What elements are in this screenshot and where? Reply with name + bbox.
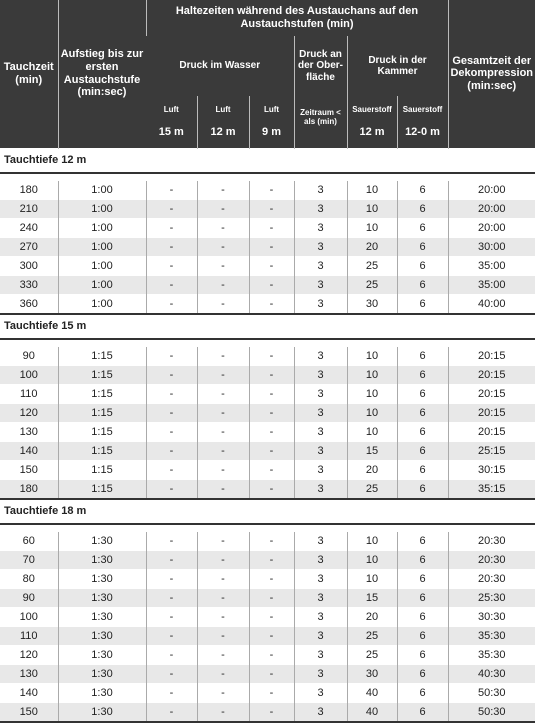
- table-cell: 25: [347, 479, 397, 499]
- table-cell: 20: [347, 237, 397, 256]
- table-cell: -: [249, 531, 294, 550]
- table-cell: -: [249, 550, 294, 569]
- table-cell: 1:15: [58, 403, 146, 422]
- table-cell: 6: [397, 256, 448, 275]
- table-cell: -: [146, 626, 197, 645]
- table-cell: 25: [347, 256, 397, 275]
- table-cell: 25: [347, 645, 397, 664]
- table-cell: -: [146, 664, 197, 683]
- table-cell: -: [146, 180, 197, 199]
- table-cell: 3: [294, 237, 347, 256]
- table-cell: 130: [0, 664, 58, 683]
- table-cell: -: [249, 346, 294, 365]
- table-cell: 3: [294, 531, 347, 550]
- table-cell: 6: [397, 460, 448, 479]
- table-cell: 1:30: [58, 607, 146, 626]
- table-cell: 270: [0, 237, 58, 256]
- table-cell: 15: [347, 441, 397, 460]
- header-stop-times: Haltezeiten während des Austauchans auf den Austauchstufen (min): [146, 0, 448, 36]
- table-cell: 3: [294, 218, 347, 237]
- table-cell: 1:00: [58, 237, 146, 256]
- table-cell: 1:15: [58, 441, 146, 460]
- table-row: [0, 422, 535, 441]
- table-cell: -: [146, 460, 197, 479]
- header-dive-time: Tauchzeit (min): [0, 0, 58, 148]
- table-cell: -: [146, 294, 197, 314]
- table-cell: 20:15: [448, 422, 535, 441]
- table-cell: 1:30: [58, 569, 146, 588]
- table-cell: 6: [397, 365, 448, 384]
- table-cell: -: [197, 588, 249, 607]
- table-cell: -: [197, 237, 249, 256]
- table-cell: -: [146, 384, 197, 403]
- table-cell: -: [197, 365, 249, 384]
- table-cell: 20:00: [448, 218, 535, 237]
- table-cell: 80: [0, 569, 58, 588]
- table-cell: 25:30: [448, 588, 535, 607]
- header-pressure-surface: Druck an der Ober-fläche: [294, 36, 347, 96]
- table-cell: 20:15: [448, 384, 535, 403]
- table-cell: 10: [347, 384, 397, 403]
- table-cell: -: [197, 550, 249, 569]
- table-cell: 20:15: [448, 403, 535, 422]
- table-cell: 6: [397, 403, 448, 422]
- table-cell: -: [249, 588, 294, 607]
- table-cell: 40:00: [448, 294, 535, 314]
- header-oxygen-12: Sauerstoff 12 m: [347, 96, 397, 148]
- table-cell: 25:15: [448, 441, 535, 460]
- table-cell: 3: [294, 550, 347, 569]
- table-cell: 3: [294, 199, 347, 218]
- table-cell: 3: [294, 256, 347, 275]
- table-cell: 6: [397, 180, 448, 199]
- table-cell: -: [197, 531, 249, 550]
- table-cell: -: [146, 550, 197, 569]
- table-cell: 1:30: [58, 683, 146, 702]
- table-cell: 6: [397, 664, 448, 683]
- table-cell: -: [249, 384, 294, 403]
- table-cell: -: [197, 256, 249, 275]
- table-cell: -: [146, 645, 197, 664]
- table-cell: 1:30: [58, 702, 146, 722]
- table-cell: -: [197, 460, 249, 479]
- table-cell: 6: [397, 422, 448, 441]
- spacer-cell: [0, 173, 535, 181]
- table-cell: 30:00: [448, 237, 535, 256]
- table-cell: -: [197, 607, 249, 626]
- table-cell: 6: [397, 588, 448, 607]
- table-cell: 10: [347, 550, 397, 569]
- table-row: [0, 569, 535, 588]
- table-cell: -: [146, 702, 197, 722]
- table-cell: 3: [294, 588, 347, 607]
- table-cell: -: [249, 607, 294, 626]
- table-cell: -: [146, 199, 197, 218]
- table-cell: 6: [397, 607, 448, 626]
- table-cell: 150: [0, 460, 58, 479]
- table-cell: -: [249, 569, 294, 588]
- table-cell: 15: [347, 588, 397, 607]
- table-cell: -: [146, 403, 197, 422]
- table-cell: 3: [294, 384, 347, 403]
- section-title: Tauchtiefe 12 m: [0, 148, 535, 173]
- table-cell: 20:30: [448, 550, 535, 569]
- table-cell: 30:30: [448, 607, 535, 626]
- table-cell: 100: [0, 607, 58, 626]
- table-row: [0, 218, 535, 237]
- table-cell: 6: [397, 346, 448, 365]
- table-cell: 10: [347, 365, 397, 384]
- table-cell: 30: [347, 664, 397, 683]
- table-cell: 20: [347, 607, 397, 626]
- table-cell: 1:30: [58, 664, 146, 683]
- table-cell: 6: [397, 531, 448, 550]
- table-cell: 1:30: [58, 626, 146, 645]
- table-cell: 35:00: [448, 275, 535, 294]
- table-cell: -: [249, 180, 294, 199]
- table-cell: 35:00: [448, 256, 535, 275]
- table-cell: -: [146, 346, 197, 365]
- table-cell: -: [197, 199, 249, 218]
- table-cell: 1:15: [58, 479, 146, 499]
- table-cell: -: [249, 683, 294, 702]
- header-period: Zeitraum < als (min): [294, 96, 347, 148]
- table-cell: 3: [294, 275, 347, 294]
- table-row: [0, 441, 535, 460]
- section-spacer: [0, 339, 535, 347]
- table-cell: -: [249, 664, 294, 683]
- table-row: [0, 607, 535, 626]
- table-cell: 3: [294, 569, 347, 588]
- table-cell: 6: [397, 550, 448, 569]
- table-cell: 1:15: [58, 346, 146, 365]
- table-cell: -: [249, 441, 294, 460]
- table-cell: -: [146, 607, 197, 626]
- section-spacer: [0, 173, 535, 181]
- table-cell: -: [146, 422, 197, 441]
- header-total-time: Gesamtzeit der Dekompression (min:sec): [448, 0, 535, 148]
- table-cell: 10: [347, 422, 397, 441]
- table-cell: 10: [347, 180, 397, 199]
- table-cell: 1:00: [58, 275, 146, 294]
- table-row: [0, 256, 535, 275]
- table-cell: 20:15: [448, 346, 535, 365]
- table-cell: 6: [397, 645, 448, 664]
- header-oxygen-12-0: Sauerstoff 12-0 m: [397, 96, 448, 148]
- table-cell: -: [197, 683, 249, 702]
- table-cell: 10: [347, 199, 397, 218]
- table-cell: 3: [294, 422, 347, 441]
- table-cell: 6: [397, 479, 448, 499]
- table-cell: -: [197, 645, 249, 664]
- table-cell: -: [197, 441, 249, 460]
- header-air-9: Luft 9 m: [249, 96, 294, 148]
- table-cell: 1:15: [58, 365, 146, 384]
- table-cell: -: [197, 218, 249, 237]
- table-row: [0, 531, 535, 550]
- header-pressure-water: Druck im Wasser: [146, 36, 294, 96]
- table-row: [0, 664, 535, 683]
- table-cell: 6: [397, 702, 448, 722]
- spacer-cell: [0, 524, 535, 532]
- table-cell: -: [249, 256, 294, 275]
- table-cell: 6: [397, 384, 448, 403]
- table-cell: -: [249, 218, 294, 237]
- table-cell: 50:30: [448, 683, 535, 702]
- table-cell: 20:00: [448, 199, 535, 218]
- table-cell: -: [249, 237, 294, 256]
- table-cell: 1:00: [58, 256, 146, 275]
- table-cell: -: [249, 403, 294, 422]
- table-cell: 1:15: [58, 384, 146, 403]
- table-row: [0, 683, 535, 702]
- table-cell: 35:15: [448, 479, 535, 499]
- table-cell: -: [146, 531, 197, 550]
- table-cell: 140: [0, 683, 58, 702]
- table-cell: -: [197, 384, 249, 403]
- table-cell: -: [197, 180, 249, 199]
- table-cell: 1:30: [58, 550, 146, 569]
- table-cell: -: [249, 294, 294, 314]
- table-cell: 25: [347, 275, 397, 294]
- table-cell: 140: [0, 441, 58, 460]
- table-cell: -: [197, 569, 249, 588]
- table-cell: 360: [0, 294, 58, 314]
- table-cell: -: [197, 479, 249, 499]
- header-ascent-time: Aufstieg bis zur ersten Austauchstufe (min:sec): [58, 0, 146, 148]
- table-cell: 10: [347, 218, 397, 237]
- table-cell: 40: [347, 702, 397, 722]
- table-cell: 40:30: [448, 664, 535, 683]
- table-cell: -: [197, 346, 249, 365]
- table-row: [0, 199, 535, 218]
- table-body: [0, 148, 535, 722]
- table-cell: 110: [0, 626, 58, 645]
- table-cell: 20: [347, 460, 397, 479]
- table-cell: 6: [397, 199, 448, 218]
- table-cell: -: [197, 294, 249, 314]
- table-cell: 70: [0, 550, 58, 569]
- table-cell: 1:15: [58, 422, 146, 441]
- table-cell: 330: [0, 275, 58, 294]
- table-cell: 240: [0, 218, 58, 237]
- section-header: [0, 148, 535, 173]
- table-cell: -: [197, 626, 249, 645]
- table-cell: -: [197, 275, 249, 294]
- section-title: Tauchtiefe 18 m: [0, 499, 535, 524]
- table-cell: 1:15: [58, 460, 146, 479]
- table-cell: -: [249, 460, 294, 479]
- table-cell: 6: [397, 441, 448, 460]
- table-cell: 35:30: [448, 626, 535, 645]
- table-cell: 20:15: [448, 365, 535, 384]
- section-spacer: [0, 524, 535, 532]
- spacer-cell: [0, 339, 535, 347]
- table-row: [0, 294, 535, 314]
- table-cell: 10: [347, 569, 397, 588]
- table-cell: -: [146, 479, 197, 499]
- table-cell: 110: [0, 384, 58, 403]
- table-cell: 25: [347, 626, 397, 645]
- table-cell: 6: [397, 294, 448, 314]
- table-cell: 3: [294, 664, 347, 683]
- table-cell: 6: [397, 683, 448, 702]
- table-cell: 3: [294, 346, 347, 365]
- table-cell: 3: [294, 365, 347, 384]
- table-cell: -: [249, 365, 294, 384]
- section-header: [0, 314, 535, 339]
- table-cell: -: [146, 218, 197, 237]
- table-cell: 1:00: [58, 199, 146, 218]
- table-row: [0, 460, 535, 479]
- table-cell: 1:30: [58, 531, 146, 550]
- table-cell: -: [146, 256, 197, 275]
- table-cell: 1:30: [58, 588, 146, 607]
- table-row: [0, 550, 535, 569]
- table-cell: 180: [0, 479, 58, 499]
- table-cell: -: [249, 479, 294, 499]
- table-cell: 130: [0, 422, 58, 441]
- table-cell: 6: [397, 218, 448, 237]
- table-row: [0, 645, 535, 664]
- table-cell: 3: [294, 645, 347, 664]
- table-cell: -: [197, 403, 249, 422]
- table-row: [0, 237, 535, 256]
- table-cell: 90: [0, 588, 58, 607]
- table-cell: 180: [0, 180, 58, 199]
- table-cell: 10: [347, 346, 397, 365]
- table-cell: 35:30: [448, 645, 535, 664]
- table-cell: 1:00: [58, 294, 146, 314]
- table-cell: 100: [0, 365, 58, 384]
- table-cell: -: [249, 645, 294, 664]
- table-cell: 150: [0, 702, 58, 722]
- header-air-12: Luft 12 m: [197, 96, 249, 148]
- table-cell: 3: [294, 180, 347, 199]
- table-cell: 3: [294, 403, 347, 422]
- section-header: [0, 499, 535, 524]
- table-cell: -: [146, 275, 197, 294]
- table-cell: -: [249, 422, 294, 441]
- table-cell: 3: [294, 626, 347, 645]
- table-cell: 20:30: [448, 569, 535, 588]
- table-cell: 60: [0, 531, 58, 550]
- table-cell: 1:00: [58, 218, 146, 237]
- table-row: [0, 626, 535, 645]
- table-cell: 120: [0, 403, 58, 422]
- table-cell: -: [146, 365, 197, 384]
- table-cell: -: [146, 441, 197, 460]
- table-cell: 10: [347, 531, 397, 550]
- table-cell: 120: [0, 645, 58, 664]
- table-cell: -: [249, 199, 294, 218]
- table-cell: 3: [294, 479, 347, 499]
- table-cell: 3: [294, 294, 347, 314]
- table-cell: -: [197, 422, 249, 441]
- table-cell: 20:00: [448, 180, 535, 199]
- table-row: [0, 275, 535, 294]
- table-cell: -: [197, 702, 249, 722]
- table-row: [0, 384, 535, 403]
- table-cell: 1:00: [58, 180, 146, 199]
- table-cell: 3: [294, 441, 347, 460]
- table-cell: -: [146, 569, 197, 588]
- header-pressure-chamber: Druck in der Kammer: [347, 36, 448, 96]
- table-cell: 6: [397, 569, 448, 588]
- table-cell: -: [197, 664, 249, 683]
- table-cell: -: [146, 237, 197, 256]
- table-cell: -: [146, 588, 197, 607]
- table-cell: 1:30: [58, 645, 146, 664]
- table-cell: -: [249, 275, 294, 294]
- table-cell: 30: [347, 294, 397, 314]
- table-cell: 40: [347, 683, 397, 702]
- table-cell: 210: [0, 199, 58, 218]
- table-cell: 50:30: [448, 702, 535, 722]
- table-cell: 6: [397, 626, 448, 645]
- table-cell: 300: [0, 256, 58, 275]
- table-header: [0, 0, 535, 148]
- table-row: [0, 702, 535, 722]
- table-cell: 3: [294, 607, 347, 626]
- table-row: [0, 479, 535, 499]
- table-cell: -: [146, 683, 197, 702]
- header-air-15: Luft 15 m: [146, 96, 197, 148]
- table-cell: 3: [294, 702, 347, 722]
- table-row: [0, 588, 535, 607]
- table-cell: 3: [294, 683, 347, 702]
- table-cell: -: [249, 702, 294, 722]
- table-row: [0, 365, 535, 384]
- table-cell: 90: [0, 346, 58, 365]
- table-cell: -: [249, 626, 294, 645]
- table-cell: 30:15: [448, 460, 535, 479]
- table-cell: 3: [294, 460, 347, 479]
- table-cell: 20:30: [448, 531, 535, 550]
- section-title: Tauchtiefe 15 m: [0, 314, 535, 339]
- table-cell: 10: [347, 403, 397, 422]
- table-row: [0, 403, 535, 422]
- table-cell: 6: [397, 275, 448, 294]
- table-cell: 6: [397, 237, 448, 256]
- table-row: [0, 346, 535, 365]
- table-row: [0, 180, 535, 199]
